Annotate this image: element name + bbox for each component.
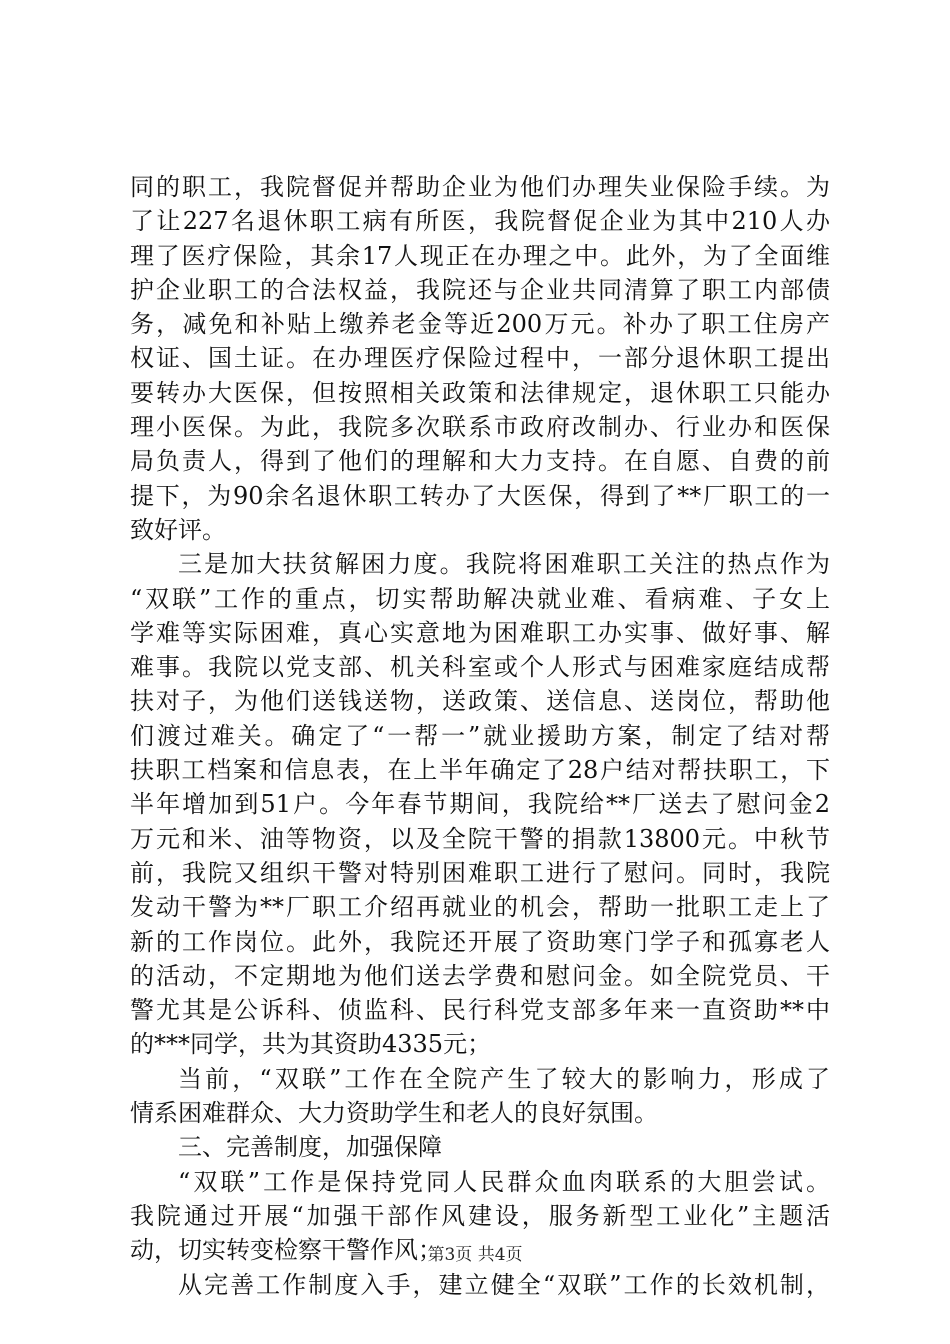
section-heading: 三、完善制度，加强保障 (178, 1133, 442, 1162)
text-line: 警尤其是公诉科、侦监科、民行科党支部多年来一直资助**中 (130, 996, 830, 1025)
text-line: 务，减免和补贴上缴养老金等近200万元。补办了职工住房产 (130, 310, 830, 339)
text-line: 情系困难群众、大力资助学生和老人的良好氛围。 (130, 1099, 658, 1128)
text-line: 护企业职工的合法权益，我院还与企业共同清算了职工内部债 (130, 275, 830, 304)
text-line: 的***同学，共为其资助4335元； (130, 1030, 492, 1059)
text-line: 半年增加到51户。今年春节期间，我院给**厂送去了慰问金2 (130, 790, 830, 819)
text-line: 理小医保。为此，我院多次联系市政府改制办、行业办和医保 (130, 413, 830, 442)
text-line: 我院通过开展“加强干部作风建设，服务新型工业化”主题活 (130, 1201, 830, 1230)
text-line: 致好评。 (130, 515, 226, 544)
text-line: 同的职工，我院督促并帮助企业为他们办理失业保险手续。为 (130, 173, 830, 201)
text-line: 万元和米、油等物资，以及全院干警的捐款13800元。中秋节 (130, 824, 830, 853)
document-body (130, 170, 830, 1302)
text-line: 发动干警为**厂职工介绍再就业的机会，帮助一批职工走上了 (130, 893, 830, 922)
text-line: 了让227名退休职工病有所医，我院督促企业为其中210人办 (130, 207, 830, 236)
text-line: “双联”工作是保持党同人民群众血肉联系的大胆尝试。 (178, 1167, 830, 1196)
text-line: 扶对子，为他们送钱送物，送政策、送信息、送岗位，帮助他 (130, 687, 830, 716)
text-line: 从完善工作制度入手，建立健全“双联”工作的长效机制， (178, 1270, 830, 1299)
text-line: 三是加大扶贫解困力度。我院将困难职工关注的热点作为 (178, 550, 830, 579)
text-line: 动，切实转变检察干警作风； (130, 1236, 442, 1265)
text-line: 理了医疗保险，其余17人现正在办理之中。此外，为了全面维 (130, 241, 830, 270)
text-line: 扶职工档案和信息表，在上半年确定了28户结对帮扶职工，下 (130, 756, 830, 785)
text-line: 权证、国土证。在办理医疗保险过程中，一部分退休职工提出 (130, 344, 830, 373)
text-line: 新的工作岗位。此外，我院还开展了资助寒门学子和孤寡老人 (130, 927, 830, 956)
text-line: 的活动，不定期地为他们送去学费和慰问金。如全院党员、干 (130, 961, 830, 990)
text-line: 学难等实际困难，真心实意地为困难职工办实事、做好事、解 (130, 618, 830, 647)
text-line: “双联”工作的重点，切实帮助解决就业难、看病难、子女上 (130, 584, 830, 613)
text-line: 前，我院又组织干警对特别困难职工进行了慰问。同时，我院 (130, 858, 830, 887)
page-footer (0, 1240, 950, 1265)
page-number-label: 第3页 共4页 (427, 1245, 523, 1265)
text-line: 们渡过难关。确定了“一帮一”就业援助方案，制定了结对帮 (130, 721, 830, 750)
text-line: 提下，为90余名退休职工转办了大医保，得到了**厂职工的一 (130, 481, 830, 510)
text-line: 当前，“双联”工作在全院产生了较大的影响力，形成了 (178, 1064, 830, 1093)
text-line: 局负责人，得到了他们的理解和大力支持。在自愿、自费的前 (130, 447, 830, 476)
text-line: 要转办大医保，但按照相关政策和法律规定，退休职工只能办 (130, 378, 830, 407)
text-line: 难事。我院以党支部、机关科室或个人形式与困难家庭结成帮 (130, 653, 830, 682)
